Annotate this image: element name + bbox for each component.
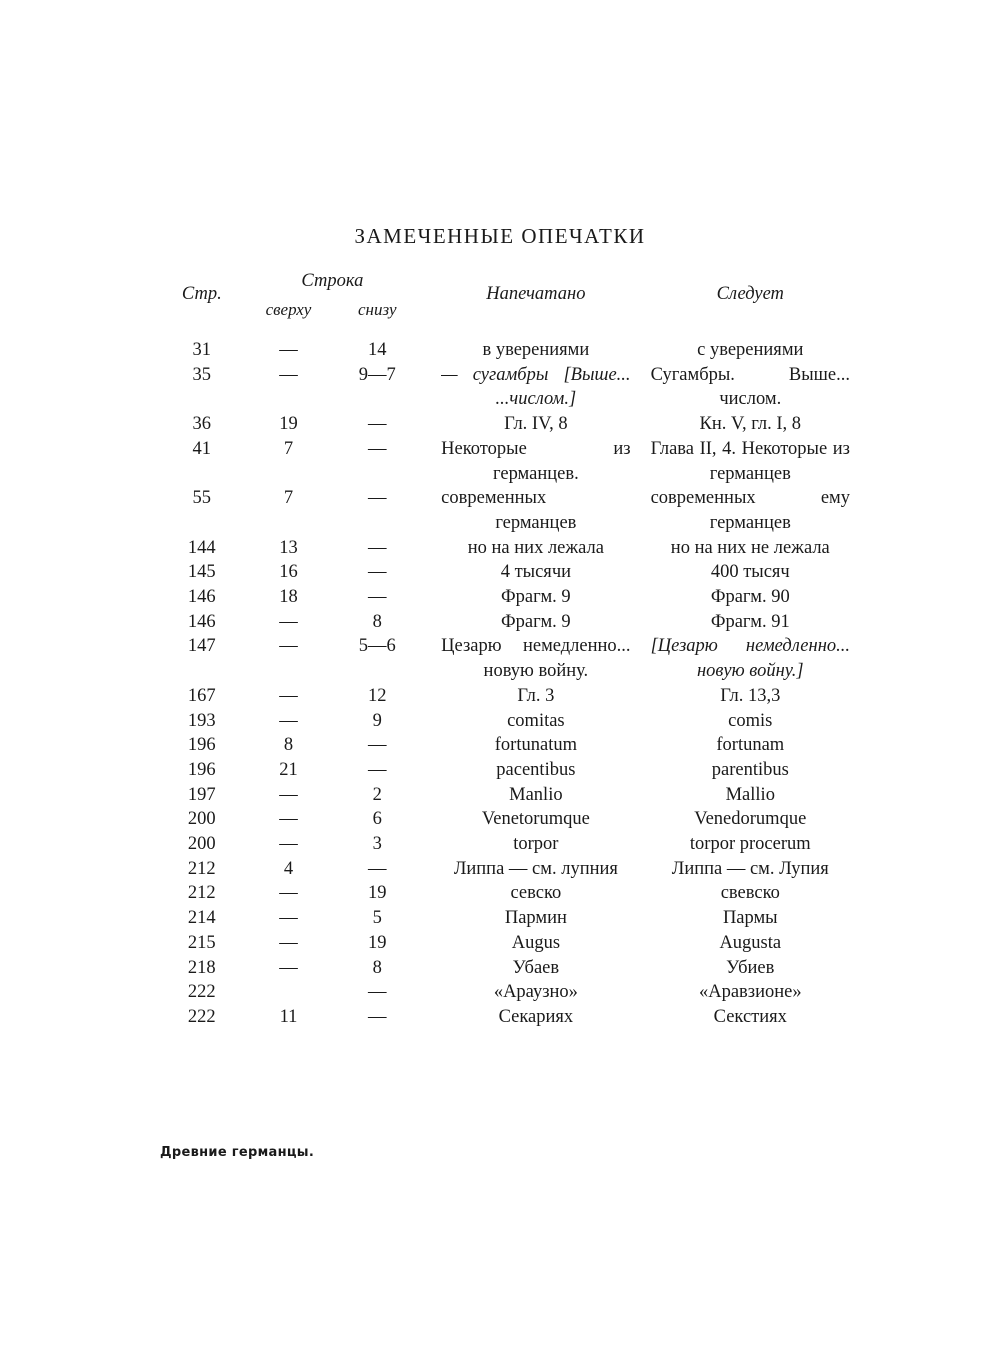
row-page: 36: [192, 414, 212, 435]
row-should: Фрагм. 91: [710, 611, 790, 632]
row-should: Глава II, 4. Некоторые из германцев: [650, 438, 850, 484]
table-row: [160, 684, 860, 709]
row-line-from-top: —: [279, 611, 298, 632]
row-should: свевско: [720, 883, 780, 904]
row-page: 196: [187, 735, 216, 756]
table-row: [160, 807, 860, 832]
row-printed: Venetorumque: [481, 809, 590, 830]
row-printed: Гл. 3: [517, 685, 555, 706]
row-printed: pacentibus: [496, 759, 576, 780]
row-line-from-bottom: 19: [368, 883, 387, 904]
row-line-from-top: —: [279, 908, 298, 929]
row-line-from-bottom: —: [368, 587, 387, 608]
row-page: 218: [187, 957, 216, 978]
row-page: 222: [187, 982, 216, 1003]
row-line-from-top: —: [279, 883, 298, 904]
row-line-from-top: —: [279, 957, 298, 978]
row-should: Пармы: [722, 908, 778, 929]
table-row: [160, 857, 860, 882]
row-printed: comitas: [507, 710, 565, 731]
row-page: 146: [187, 611, 216, 632]
row-should: Гл. 13,3: [720, 685, 781, 706]
row-should: Mallio: [725, 784, 775, 805]
errata-table: [160, 262, 860, 1030]
row-should: fortunam: [716, 735, 785, 756]
row-line-from-bottom: —: [368, 858, 387, 879]
row-line-from-top: —: [279, 809, 298, 830]
row-should: Venedorumque: [694, 809, 807, 830]
row-line-from-bottom: —: [368, 735, 387, 756]
row-line-from-bottom: —: [368, 537, 387, 558]
row-line-from-top: 11: [279, 1006, 298, 1027]
row-line-from-top: 19: [279, 414, 298, 435]
row-line-from-bottom: 9: [372, 710, 382, 731]
table-row: [160, 610, 860, 635]
table-row: [160, 560, 860, 585]
row-should: «Аравзионе»: [698, 982, 802, 1003]
row-page: 212: [187, 858, 216, 879]
table-row: [160, 585, 860, 610]
row-should: Секстиях: [713, 1006, 787, 1027]
row-line-from-bottom: —: [368, 982, 387, 1003]
row-line-from-top: —: [279, 834, 298, 855]
row-line-from-top: [244, 980, 334, 1005]
row-should: Сугамбры. Выше... числом.: [650, 364, 850, 410]
row-should: Фрагм. 90: [710, 587, 790, 608]
row-page: 222: [187, 1006, 216, 1027]
errata-body: [160, 338, 860, 1030]
page-title: ЗАМЕЧЕННЫЕ ОПЕЧАТКИ: [354, 224, 646, 248]
table-row: [160, 709, 860, 734]
row-printed: Цезарю немедленно... новую войну.: [441, 636, 631, 682]
row-line-from-top: —: [279, 932, 298, 953]
footer-note: Древние германцы.: [160, 1145, 315, 1160]
row-page: 147: [187, 636, 216, 657]
row-printed: 4 тысячи: [500, 562, 572, 583]
table-row: [160, 832, 860, 857]
row-printed: в уверениями: [482, 340, 590, 360]
row-page: 196: [187, 759, 216, 780]
row-page: 31: [192, 340, 212, 360]
row-line-from-top: —: [279, 364, 298, 385]
row-line-from-bottom: 14: [368, 340, 387, 360]
row-page: 200: [187, 834, 216, 855]
row-printed: Manlio: [509, 784, 563, 805]
row-printed: fortunatum: [494, 735, 577, 756]
row-line-from-top: —: [279, 685, 298, 706]
row-line-from-bottom: —: [368, 488, 387, 509]
row-line-from-bottom: —: [368, 438, 387, 459]
row-line-from-top: 4: [283, 858, 294, 879]
table-row: [160, 956, 860, 981]
row-line-from-top: 16: [279, 562, 298, 583]
row-printed: Убаев: [512, 957, 560, 978]
row-line-from-top: 21: [279, 759, 298, 780]
row-page: 214: [187, 908, 216, 929]
row-line-from-bottom: —: [368, 414, 387, 435]
table-row: [160, 980, 860, 1005]
row-line-from-bottom: 9—7: [358, 364, 396, 385]
row-should: [Цезарю немедленно... новую войну.]: [650, 636, 850, 682]
row-printed: Гл. IV, 8: [504, 414, 568, 435]
row-should: Убиев: [726, 957, 775, 978]
row-printed: Augus: [511, 932, 561, 953]
row-should: torpor procerum: [689, 834, 811, 855]
row-line-from-top: —: [279, 340, 298, 360]
row-page: 197: [187, 784, 216, 805]
table-row: [160, 733, 860, 758]
row-should: parentibus: [711, 759, 789, 780]
row-page: 55: [192, 488, 212, 509]
row-line-from-bottom: 8: [372, 957, 382, 978]
table-row: [160, 338, 860, 363]
row-line-from-bottom: 2: [372, 784, 382, 805]
row-line-from-bottom: —: [368, 1006, 387, 1027]
row-line-from-bottom: 5: [372, 908, 382, 929]
row-line-from-bottom: 5—6: [358, 636, 396, 657]
row-should: comis: [728, 710, 773, 731]
row-printed: Липпа — см. лупния: [453, 858, 618, 879]
row-should: современных ему германцев: [650, 488, 850, 533]
row-page: 41: [192, 438, 212, 459]
row-line-from-top: 7: [283, 438, 294, 459]
row-printed: Пармин: [504, 908, 567, 929]
row-printed: Фрагм. 9: [501, 611, 571, 632]
row-printed: «Араузно»: [493, 982, 578, 1003]
row-should: Augusta: [719, 932, 782, 953]
row-line-from-bottom: —: [368, 759, 387, 780]
row-line-from-bottom: —: [368, 562, 387, 583]
row-line-from-bottom: 19: [368, 932, 387, 953]
table-row: [160, 1005, 860, 1030]
header-line: Строка: [301, 271, 364, 292]
table-row: [160, 634, 860, 683]
table-row: [160, 881, 860, 906]
header-page: Стр.: [181, 283, 222, 304]
header-printed: Напечатано: [486, 283, 586, 304]
row-should: Липпа — см. Лупия: [671, 858, 829, 879]
row-should: но на них не лежала: [670, 537, 830, 558]
row-should: с уверениями: [697, 340, 804, 360]
row-line-from-top: 18: [279, 587, 298, 608]
table-row: [160, 906, 860, 931]
row-page: 193: [187, 710, 216, 731]
table-row: [160, 931, 860, 956]
row-page: 144: [187, 537, 216, 558]
row-page: 215: [187, 932, 216, 953]
row-page: 200: [187, 809, 216, 830]
row-line-from-top: —: [279, 710, 298, 731]
row-line-from-bottom: 8: [372, 611, 382, 632]
row-line-from-bottom: 3: [372, 834, 382, 855]
row-page: 35: [192, 364, 212, 385]
row-should: Кн. V, гл. I, 8: [699, 414, 802, 435]
row-printed: севско: [510, 883, 562, 904]
row-printed: Фрагм. 9: [501, 587, 571, 608]
row-printed: но на них лежала: [467, 537, 604, 558]
table-row: [160, 758, 860, 783]
row-printed: современных германцев: [441, 488, 577, 533]
header-should: Следует: [716, 283, 784, 304]
table-row: [160, 437, 860, 486]
table-row: [160, 783, 860, 808]
table-row: [160, 412, 860, 437]
row-page: 146: [187, 587, 216, 608]
row-printed: Секариях: [498, 1006, 574, 1027]
row-line-from-top: 13: [279, 537, 298, 558]
row-printed: torpor: [513, 834, 559, 855]
header-from-bottom: снизу: [358, 299, 397, 319]
row-page: 145: [187, 562, 216, 583]
row-line-from-top: 7: [283, 488, 294, 509]
row-line-from-top: —: [279, 636, 298, 657]
row-printed: Некоторые из германцев.: [441, 438, 631, 484]
header-from-top: сверху: [265, 299, 312, 319]
table-row: [160, 486, 860, 535]
row-page: 167: [187, 685, 216, 706]
row-line-from-bottom: 12: [368, 685, 387, 706]
table-row: [160, 536, 860, 561]
row-line-from-top: 8: [283, 735, 294, 756]
table-row: [160, 363, 860, 412]
row-line-from-top: —: [279, 784, 298, 805]
row-line-from-bottom: 6: [372, 809, 382, 830]
row-page: 212: [187, 883, 216, 904]
row-printed: — сугамбры [Выше... ...числом.]: [441, 364, 631, 410]
row-should: 400 тысяч: [710, 562, 790, 583]
